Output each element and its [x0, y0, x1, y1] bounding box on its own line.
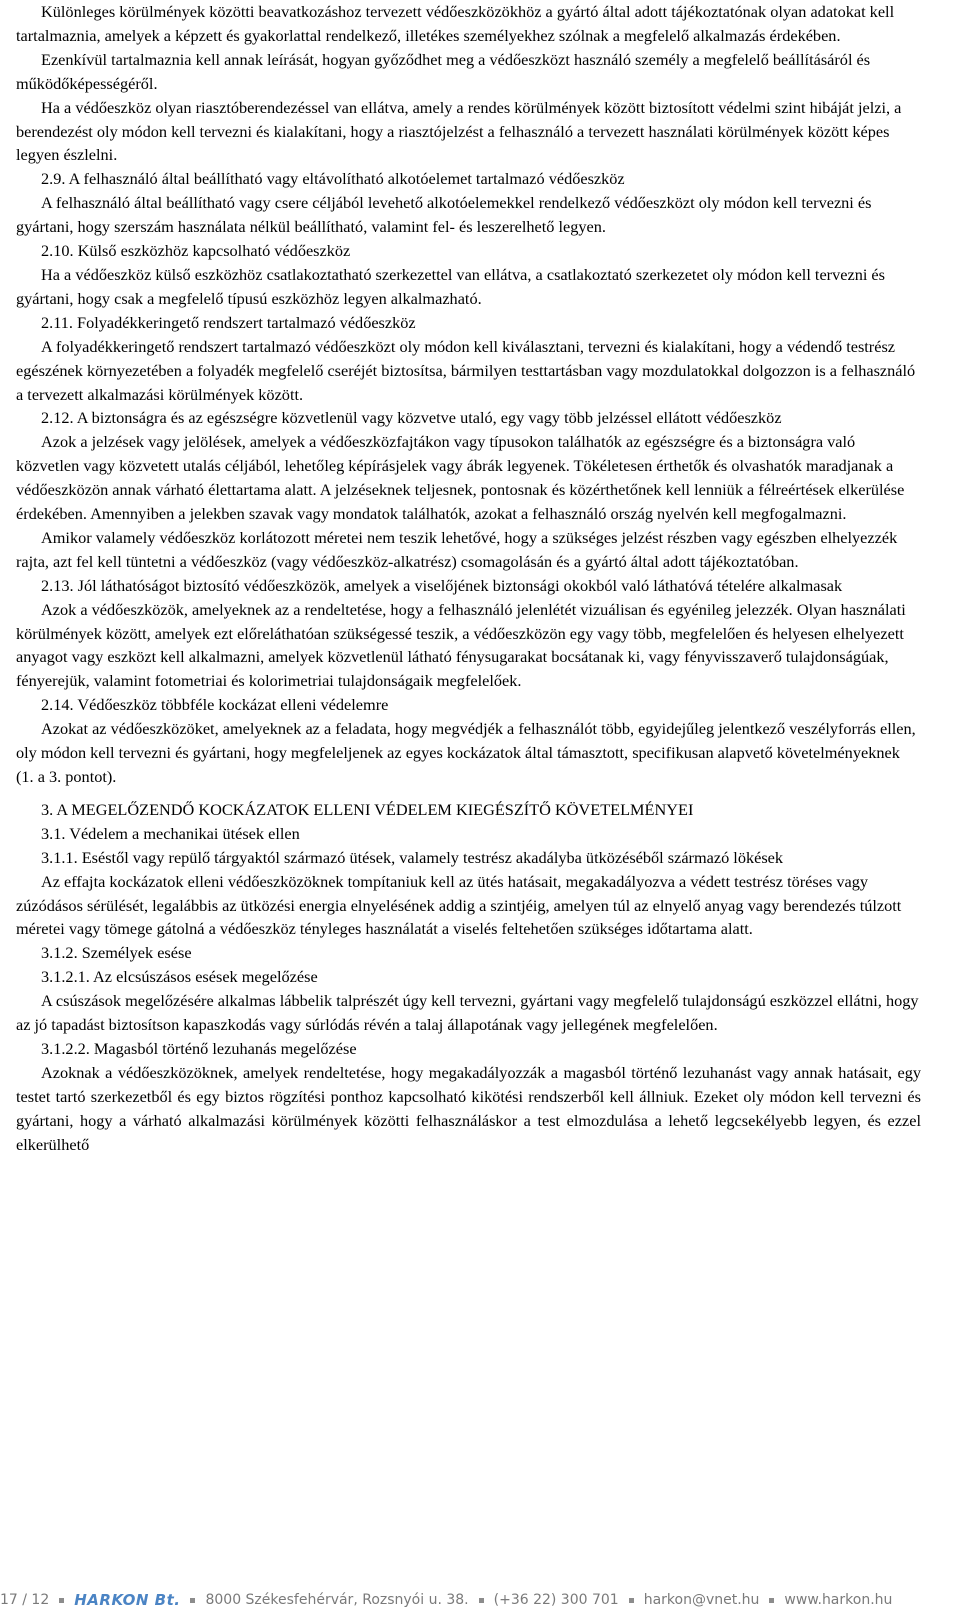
paragraph: A folyadékkeringető rendszert tartalmazó védőeszközt oly módon kell kiválasztani, tervezni és kialakítani, hogy a védendő testrész egészének környezetében a folyadék megfelelő cseréjét biztosítsa, bármilyen testtartásban vagy mozdulatokkal dolgozzon is a felhasználó a tervezett alkalmazási körülmények között.	[16, 336, 916, 404]
company-logo: HARKON Bt.	[74, 1591, 181, 1609]
paragraph: 3.1.2.1. Az elcsúszásos esések megelőzése	[41, 967, 318, 987]
paragraph: 3.1.1. Eséstől vagy repülő tárgyaktól származó ütések, valamely testrész akadályba ütközéséből származó lökések	[41, 847, 784, 867]
paragraph: 3.1.2. Személyek esése	[41, 943, 192, 963]
separator-square-icon	[769, 1598, 774, 1603]
paragraph: A csúszások megelőzésére alkalmas lábbelik talprészét úgy kell tervezni, gyártani vagy megfelelő tulajdonságú eszközzel ellátni, hogy az jó tapadást biztosítson kapaszkodás vagy súrlódás révén a talaj állapotának vagy jellegének megfelelően.	[16, 991, 919, 1035]
paragraph: Azokat az védőeszközöket, amelyeknek az a feladata, hogy megvédjék a felhasználót több, egyidejűleg jelentkező veszélyforrás ellen, oly módon kell tervezni és gyártani, hogy megfeleljenek az egyes kockázatok által támasztott, specifikusan alapvető követelményeknek (1. a 3. pontot).	[16, 719, 916, 786]
footer-website[interactable]: www.harkon.hu	[784, 1592, 893, 1608]
paragraph: A felhasználó által beállítható vagy csere céljából levehető alkotóelemekkel rendelkező védőeszközt oly módon kell tervezni és gyártani, hogy szerszám használata nélkül beállítható, valamint fel- és leszerelhető legyen.	[16, 193, 872, 237]
paragraph: Ha a védőeszköz olyan riasztóberendezéssel van ellátva, amely a rendes körülmények között biztosított védelmi szint hibáját jelzi, a berendezést oly módon kell tervezni és kialakítani, hogy a riasztójelzést a felhasználó a tervezett használati körülmények között képes legyen észlelni.	[16, 97, 902, 165]
separator-square-icon	[59, 1598, 64, 1603]
footer-phone: (+36 22) 300 701	[493, 1592, 619, 1608]
paragraph: Különleges körülmények közötti beavatkozáshoz tervezett védőeszközökhöz a gyártó által adott tájékoztatónak olyan adatokat kell tartalmaznia, amelyek a képzett és gyakorlattal rendelkező, illetékes személyekhez szólnak a megfelelő alkalmazás érdekében.	[16, 2, 895, 45]
footer-address: 8000 Székesfehérvár, Rozsnyói u. 38.	[205, 1592, 469, 1608]
separator-square-icon	[479, 1598, 484, 1603]
paragraph: Ezenkívül tartalmaznia kell annak leírását, hogyan győződhet meg a védőeszközt használó személy a megfelelő beállításáról és működőképességéről.	[16, 49, 871, 93]
paragraph: Azok a jelzések vagy jelölések, amelyek a védőeszközfajtákon vagy típusokon találhatók az egészségre és a biztonságra való közvetlen vagy közvetett utalás céljából, lehetőleg képírásjelek vagy ábrák legyenek. Tökéletesen érthetők és olvashatók maradjanak a védőeszközön annak várható élettartama alatt. A jelzéseknek teljesnek, pontosnak és közérthetőnek kell lenniük a félreértések elkerülése érdekében. Amennyiben a jelekben szavak vagy mondatok találhatók, azokat a felhasználó ország nyelvén kell megfogalmazni.	[16, 432, 905, 524]
paragraph: Azok a védőeszközök, amelyeknek az a rendeltetése, hogy a felhasználó jelenlétét vizuálisan és egyénileg jelezzék. Olyan használati körülmények között, amelyek ezt előreláthatóan szükségessé teszik, a védőeszközön egy vagy több, megfelelően és helyesen elhelyezett anyagot vagy eszközt kell alkalmazni, amelyek közvetlenül látható fénysugarakat bocsátanak ki, vagy fényvisszaverő tulajdonságúak, fényerejük, valamint fotometriai és kolorimetriai tulajdonságaik megfelelőek.	[16, 599, 906, 691]
page-number: 17 / 12	[0, 1592, 50, 1608]
separator-square-icon	[629, 1598, 634, 1603]
footer-email[interactable]: harkon@vnet.hu	[643, 1592, 760, 1608]
separator-square-icon	[190, 1598, 195, 1603]
paragraph: 2.9. A felhasználó által beállítható vagy eltávolítható alkotóelemet tartalmazó védőeszköz	[41, 169, 625, 189]
document-body	[16, 0, 921, 1157]
paragraph: Azoknak a védőeszközöknek, amelyek rendeltetése, hogy megakadályozzák a magasból történő lezuhanást vagy annak hatásait, egy testet tartó szerkezetből és egy biztos rögzítési ponthoz kapcsolható kikötési rendszerből kell állniuk. Ezeket oly módon kell tervezni és gyártani, hogy a várható alkalmazási körülmények közötti felhasználáskor a test elmozdulása a lehető legcsekélyebb legyen, és ezzel elkerülhető	[16, 1062, 921, 1154]
paragraph: Az effajta kockázatok elleni védőeszközöknek tompítaniuk kell az ütés hatásait, megakadályozva a védett testrész töréses vagy zúzódásos sérülését, legalábbis az ütközési energia elnyelésének addig a szintjéig, amelyen túl az elnyelő anyag vagy berendezés túlzott méretei vagy tömege gátolná a védőeszköz tényleges használatát a viselés feltehetően szükséges időtartama alatt.	[16, 871, 902, 939]
paragraph: 2.14. Védőeszköz többféle kockázat elleni védelemre	[41, 695, 389, 715]
paragraph: 2.13. Jól láthatóságot biztosító védőeszközök, amelyek a viselőjének biztonsági okokból való láthatóvá tételére alkalmasak	[41, 575, 843, 595]
paragraph: Amikor valamely védőeszköz korlátozott méretei nem teszik lehetővé, hogy a szükséges jelzést részben vagy egészben elhelyezzék rajta, azt fel kell tüntetni a védőeszköz (vagy védőeszköz-alkatrész) csomagolásán és a gyártó által adott tájékoztatóban.	[16, 527, 898, 571]
paragraph: 3.1.2.2. Magasból történő lezuhanás megelőzése	[41, 1038, 357, 1058]
paragraph: 3.1. Védelem a mechanikai ütések ellen	[41, 823, 300, 843]
paragraph: 2.12. A biztonságra és az egészségre közvetlenül vagy közvetve utaló, egy vagy több jelzéssel ellátott védőeszköz	[41, 408, 782, 428]
paragraph: Ha a védőeszköz külső eszközhöz csatlakoztatható szerkezettel van ellátva, a csatlakoztató szerkezetet oly módon kell tervezni és gyártani, hogy csak a megfelelő típusú eszközhöz legyen alkalmazható.	[16, 264, 885, 308]
page-footer	[0, 1590, 960, 1610]
paragraph: 3. A MEGELŐZENDŐ KOCKÁZATOK ELLENI VÉDELEM KIEGÉSZÍTŐ KÖVETELMÉNYEI	[41, 799, 694, 819]
paragraph: 2.10. Külső eszközhöz kapcsolható védőeszköz	[41, 241, 351, 261]
paragraph: 2.11. Folyadékkeringető rendszert tartalmazó védőeszköz	[41, 312, 416, 332]
